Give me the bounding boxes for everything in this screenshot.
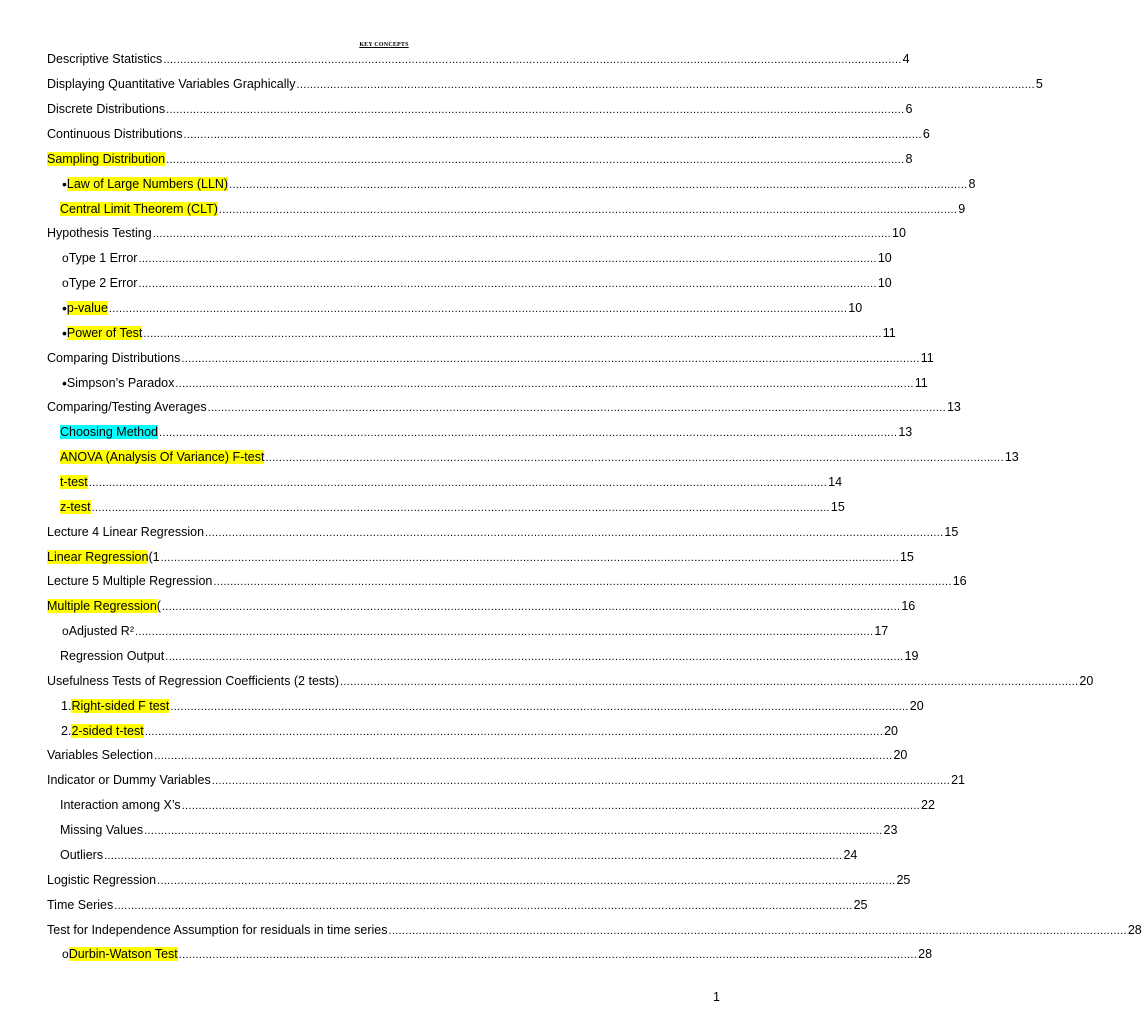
dot-leader: ............................................................................................................................................................................................................................: [114, 899, 853, 912]
dot-leader: ............................................................................................................................................................................................................................: [170, 700, 909, 713]
circle-bullet-marker: o: [62, 251, 69, 266]
dot-leader: ............................................................................................................................................................................................................................: [135, 626, 874, 639]
toc-page-number: 10: [892, 226, 906, 241]
toc-entry-title: ANOVA (Analysis Of Variance) F-test: [60, 450, 265, 465]
toc-entry-title: Comparing/Testing Averages: [47, 400, 207, 415]
toc-entry-title: Comparing Distributions: [47, 350, 181, 365]
toc-page-number: 14: [828, 475, 843, 490]
dot-leader: ............................................................................................................................................................................................................................: [91, 501, 830, 514]
toc-page-number: 6: [922, 127, 930, 141]
toc-entry[interactable]: [47, 718, 898, 743]
toc-entry-title: Adjusted R²: [68, 624, 134, 639]
toc-entry-title: Regression Output: [60, 649, 165, 664]
dot-leader: ............................................................................................................................................................................................................................: [213, 576, 952, 589]
dot-leader: ............................................................................................................................................................................................................................: [211, 775, 951, 788]
toc-entry-title: Right-sided F test: [71, 698, 170, 713]
toc-entry[interactable]: [47, 942, 933, 967]
toc-entry[interactable]: [47, 122, 930, 147]
dot-leader: ............................................................................................................................................................................................................................: [158, 427, 898, 440]
toc-page-number: 28: [1127, 922, 1142, 937]
toc-page-number: 10: [848, 301, 863, 316]
toc-entry[interactable]: [47, 196, 966, 221]
toc-entry-title: Simpson’s Paradox: [66, 375, 175, 390]
dot-leader: ............................................................................................................................................................................................................................: [178, 949, 918, 962]
toc-page-number: 20: [884, 723, 898, 738]
toc-entry[interactable]: [47, 171, 976, 196]
number-marker: 1.: [61, 698, 72, 713]
dot-leader: ............................................................................................................................................................................................................................: [218, 203, 958, 216]
toc-entry-suffix: (1: [148, 549, 160, 564]
dot-leader: ............................................................................................................................................................................................................................: [143, 327, 882, 340]
toc-page-number: 4: [902, 52, 910, 67]
table-of-contents: [47, 47, 1142, 967]
toc-entry-title: Linear Regression: [47, 549, 149, 564]
dot-leader: ............................................................................................................................................................................................................................: [152, 228, 892, 241]
toc-page-number: 20: [1079, 673, 1094, 688]
toc-entry-title: Usefulness Tests of Regression Coefficients (2 tests): [47, 673, 340, 688]
dot-leader: ............................................................................................................................................................................................................................: [166, 153, 905, 166]
dot-leader: ............................................................................................................................................................................................................................: [205, 526, 944, 539]
toc-page-number: 15: [944, 524, 959, 539]
toc-entry[interactable]: [47, 72, 1043, 97]
dot-leader: ............................................................................................................................................................................................................................: [157, 874, 896, 887]
toc-page-number: 13: [946, 400, 961, 415]
circle-bullet-marker: o: [62, 947, 69, 962]
dot-leader: ............................................................................................................................................................................................................................: [183, 129, 922, 141]
toc-entry-title: Power of Test: [66, 325, 143, 340]
dot-leader: ............................................................................................................................................................................................................................: [138, 278, 877, 291]
dot-leader: ............................................................................................................................................................................................................................: [144, 825, 883, 838]
toc-entry-title: z-test: [60, 499, 91, 514]
toc-entry[interactable]: [47, 420, 913, 445]
toc-entry-suffix: (: [156, 599, 161, 614]
dot-leader: ............................................................................................................................................................................................................................: [175, 377, 914, 390]
toc-entry-title: Continuous Distributions: [47, 127, 183, 141]
toc-page-number: 9: [958, 201, 966, 216]
page-number: 1: [713, 990, 720, 1004]
toc-entry[interactable]: [47, 47, 910, 72]
page-header-title: KEY CONCEPTS: [359, 42, 409, 48]
toc-entry-title: p-value: [66, 301, 108, 316]
toc-entry[interactable]: [47, 470, 843, 495]
circle-bullet-marker: o: [62, 276, 69, 291]
dot-leader: ............................................................................................................................................................................................................................: [207, 402, 946, 415]
bullet-marker: •: [62, 175, 67, 192]
toc-entry[interactable]: [47, 644, 919, 669]
toc-page-number: 8: [968, 176, 976, 191]
toc-entry-title: Discrete Distributions: [47, 102, 166, 117]
toc-entry[interactable]: [47, 668, 1094, 693]
toc-page-number: 13: [898, 425, 913, 440]
toc-entry[interactable]: [47, 370, 928, 395]
toc-page-number: 13: [1004, 450, 1019, 465]
toc-page-number: 23: [883, 823, 898, 838]
toc-entry[interactable]: [47, 271, 892, 296]
dot-leader: ............................................................................................................................................................................................................................: [88, 477, 828, 490]
toc-entry[interactable]: [47, 519, 959, 544]
toc-page-number: 11: [920, 350, 934, 365]
toc-entry[interactable]: [47, 569, 967, 594]
toc-entry-title: 2-sided t-test: [71, 723, 144, 738]
toc-entry[interactable]: [47, 445, 1019, 470]
dot-leader: ............................................................................................................................................................................................................................: [154, 750, 893, 763]
toc-entry-title: Indicator or Dummy Variables: [47, 773, 211, 788]
toc-page-number: 10: [877, 276, 892, 291]
dot-leader: ............................................................................................................................................................................................................................: [166, 104, 905, 117]
toc-entry[interactable]: [47, 818, 898, 843]
toc-entry-title: Type 1 Error: [68, 251, 138, 266]
toc-page-number: 11: [882, 325, 896, 340]
toc-entry[interactable]: [47, 594, 916, 619]
dot-leader: ............................................................................................................................................................................................................................: [229, 178, 968, 191]
bullet-marker: •: [62, 324, 67, 341]
dot-leader: ............................................................................................................................................................................................................................: [181, 800, 921, 813]
toc-entry[interactable]: [47, 892, 868, 917]
dot-leader: ............................................................................................................................................................................................................................: [265, 452, 1004, 465]
dot-leader: ............................................................................................................................................................................................................................: [138, 253, 877, 266]
toc-entry-title: Durbin-Watson Test: [68, 947, 178, 962]
toc-entry-title: Variables Selection: [47, 748, 154, 763]
toc-page-number: 21: [951, 773, 965, 788]
toc-entry[interactable]: [47, 395, 961, 420]
number-marker: 2.: [61, 723, 72, 738]
toc-entry-title: Interaction among X’s: [60, 798, 181, 813]
toc-entry-title: Lecture 4 Linear Regression: [47, 524, 205, 539]
dot-leader: ............................................................................................................................................................................................................................: [165, 651, 904, 664]
toc-entry[interactable]: [47, 867, 911, 892]
toc-page-number: 6: [905, 102, 913, 117]
toc-entry[interactable]: [47, 97, 913, 122]
toc-entry-title: Missing Values: [60, 823, 144, 838]
dot-leader: ............................................................................................................................................................................................................................: [160, 551, 899, 564]
dot-leader: ............................................................................................................................................................................................................................: [108, 303, 848, 316]
toc-entry-title: Sampling Distribution: [47, 151, 166, 166]
toc-entry[interactable]: [47, 146, 913, 171]
toc-entry[interactable]: [47, 793, 935, 818]
dot-leader: ............................................................................................................................................................................................................................: [296, 79, 1035, 92]
toc-entry[interactable]: [47, 768, 965, 793]
toc-entry-title: Choosing Method: [60, 425, 158, 440]
toc-entry-title: Displaying Quantitative Variables Graphically: [47, 77, 296, 92]
toc-entry[interactable]: [47, 743, 908, 768]
bullet-marker: •: [62, 300, 67, 317]
toc-entry-title: Test for Independence Assumption for residuals in time series: [47, 922, 388, 937]
toc-entry-title: Logistic Regression: [47, 872, 157, 887]
toc-entry-title: Type 2 Error: [68, 276, 138, 291]
toc-entry-title: Central Limit Theorem (CLT): [60, 201, 218, 216]
toc-page-number: 16: [901, 599, 916, 614]
toc-entry-title: t-test: [60, 475, 88, 490]
dot-leader: ............................................................................................................................................................................................................................: [104, 849, 843, 862]
toc-entry[interactable]: [47, 619, 889, 644]
toc-entry[interactable]: [47, 544, 914, 569]
toc-entry[interactable]: [47, 246, 892, 271]
toc-entry[interactable]: [47, 843, 858, 868]
toc-page-number: 19: [904, 649, 919, 664]
dot-leader: ............................................................................................................................................................................................................................: [161, 601, 901, 614]
toc-entry-title: Lecture 5 Multiple Regression: [47, 574, 213, 589]
toc-entry[interactable]: [47, 296, 863, 321]
toc-page-number: 25: [853, 897, 868, 912]
toc-page-number: 24: [843, 847, 858, 862]
toc-page-number: 22: [921, 798, 935, 813]
toc-page-number: 17: [874, 624, 889, 639]
toc-entry-title: Time Series: [47, 897, 114, 912]
circle-bullet-marker: o: [62, 624, 69, 639]
toc-entry[interactable]: [47, 693, 924, 718]
toc-page-number: 10: [877, 251, 892, 266]
dot-leader: ............................................................................................................................................................................................................................: [388, 924, 1127, 937]
toc-page-number: 28: [918, 947, 933, 962]
toc-entry[interactable]: [47, 494, 845, 519]
toc-entry[interactable]: [47, 345, 934, 370]
toc-entry-title: Hypothesis Testing: [47, 226, 152, 241]
toc-entry[interactable]: [47, 221, 906, 246]
toc-entry[interactable]: [47, 320, 896, 345]
dot-leader: ............................................................................................................................................................................................................................: [340, 675, 1079, 688]
toc-page-number: 15: [830, 499, 845, 514]
toc-page-number: 8: [905, 151, 913, 166]
toc-page-number: 20: [893, 748, 908, 763]
toc-entry-title: Multiple Regression: [47, 599, 157, 614]
toc-page-number: 5: [1035, 77, 1043, 92]
toc-entry-title: Descriptive Statistics: [47, 52, 163, 67]
toc-page-number: 20: [909, 698, 924, 713]
dot-leader: ............................................................................................................................................................................................................................: [144, 725, 884, 738]
toc-page-number: 25: [896, 872, 911, 887]
dot-leader: ............................................................................................................................................................................................................................: [181, 352, 920, 365]
toc-entry-title: Law of Large Numbers (LLN): [66, 176, 229, 191]
dot-leader: ............................................................................................................................................................................................................................: [163, 54, 902, 67]
toc-page-number: 11: [914, 375, 928, 390]
toc-entry[interactable]: [47, 917, 1142, 942]
toc-page-number: 15: [899, 549, 914, 564]
toc-entry-title: Outliers: [60, 847, 104, 862]
bullet-marker: •: [62, 374, 67, 391]
toc-page-number: 16: [952, 574, 967, 589]
